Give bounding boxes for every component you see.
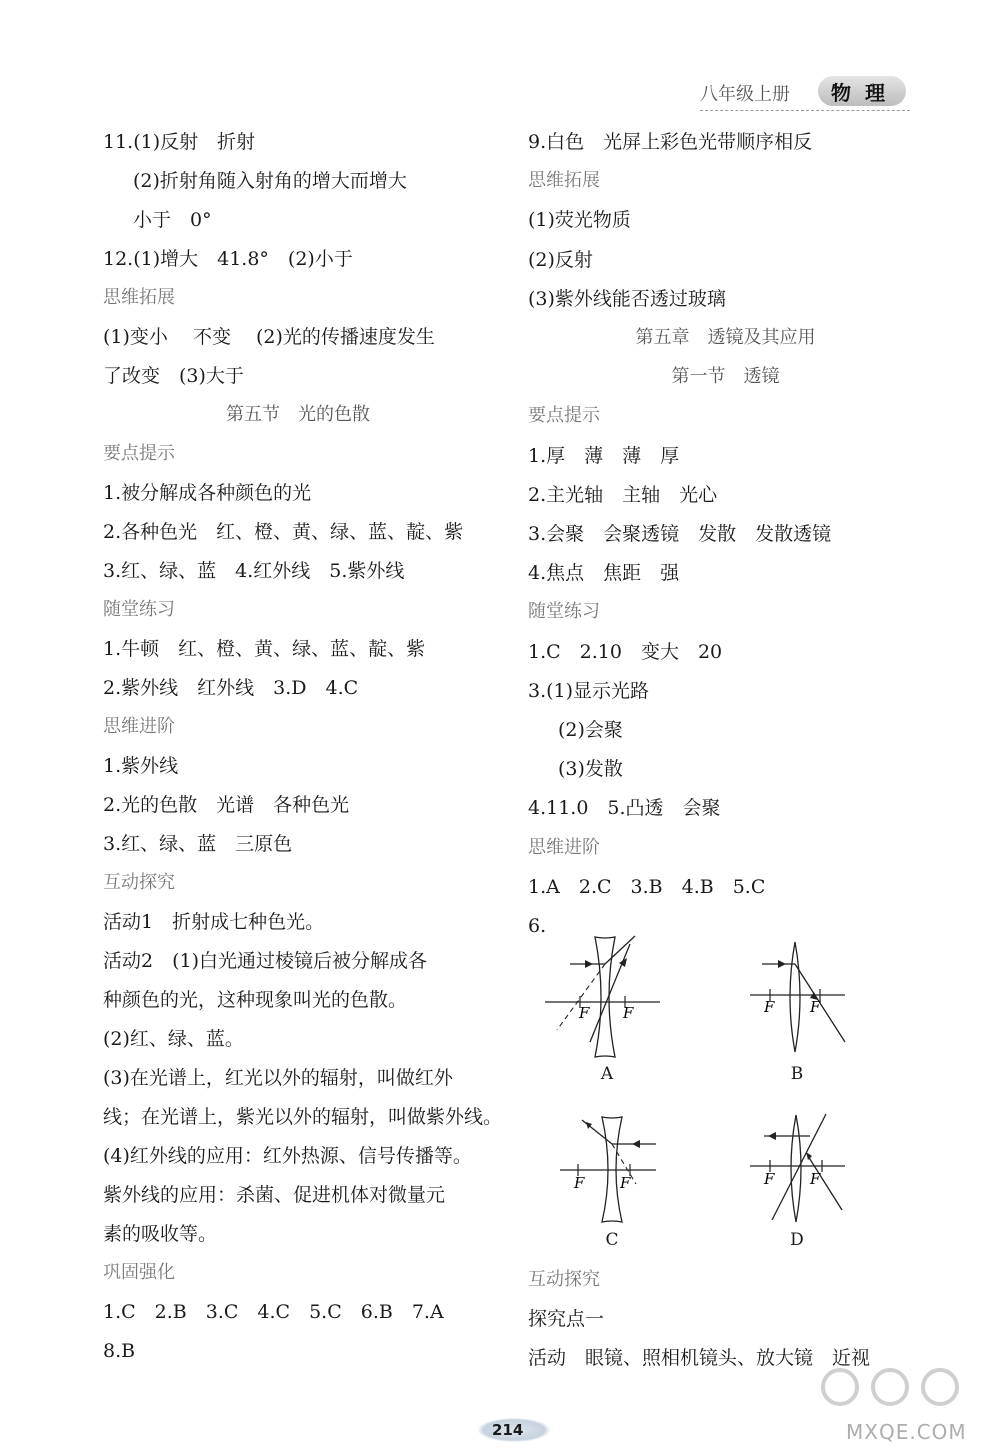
answer-line: 活动1 折射成七种色光。	[103, 911, 325, 933]
answer-line: 小于 0°	[133, 209, 212, 231]
answer-line: (4)红外线的应用：红外热源、信号传播等。	[103, 1145, 472, 1167]
page-number: 214	[478, 1418, 550, 1442]
answer-line: 6.	[528, 915, 547, 937]
answer-line: (1)变小 不变 (2)光的传播速度发生	[103, 326, 435, 348]
section-heading: 思维进阶	[103, 716, 175, 737]
focal-label: F	[764, 998, 775, 1016]
section-heading: 思维进阶	[528, 836, 600, 858]
answer-line: 1.C 2.10 变大 20	[528, 640, 723, 663]
answer-line: 1.牛顿 红、橙、黄、绿、蓝、靛、紫	[103, 638, 426, 660]
answer-line: 活动2 (1)白光通过棱镜后被分解成各	[103, 950, 428, 972]
diagram-c	[560, 1112, 660, 1250]
answer-line: 4.11.0 5.凸透 会聚	[528, 797, 721, 820]
diagram-label-a: A	[600, 1064, 614, 1084]
focal-label: F	[574, 1174, 585, 1192]
answer-line: 1.紫外线	[103, 755, 179, 777]
answer-line: 11.(1)反射 折射	[103, 131, 256, 153]
diagram-b-svg	[750, 932, 850, 1062]
answer-line: 种颜色的光，这种现象叫光的色散。	[103, 989, 408, 1011]
answer-line: (3)发散	[558, 758, 623, 781]
diagram-c-svg	[560, 1112, 660, 1232]
watermark-text: MXQE.COM	[846, 1420, 967, 1444]
page-header	[700, 76, 910, 116]
answer-line: 4.焦点 焦距 强	[528, 562, 680, 585]
answer-line: 素的吸收等。	[103, 1223, 218, 1245]
section-heading: 思维拓展	[103, 287, 175, 308]
diagram-d-svg	[750, 1110, 850, 1230]
answer-line: 活动 眼镜、照相机镜头、放大镜 近视	[528, 1347, 871, 1369]
answer-line: 探究点一	[528, 1308, 605, 1330]
answer-line: 2.光的色散 光谱 各种色光	[103, 794, 350, 816]
answer-line: 3.红、绿、蓝 4.红外线 5.紫外线	[103, 560, 405, 582]
grade-label: 八年级上册	[700, 84, 790, 105]
answer-line: (2)红、绿、蓝。	[103, 1028, 244, 1050]
diagram-label-d: D	[790, 1230, 804, 1250]
answer-line: 2.主光轴 主轴 光心	[528, 483, 718, 506]
focal-label: F	[764, 1170, 775, 1188]
section-title: 第五章 透镜及其应用	[635, 327, 816, 348]
focal-label: F	[623, 1004, 634, 1022]
diagram-a-svg	[545, 932, 665, 1062]
header-rule	[700, 110, 910, 111]
diagram-label-c: C	[605, 1230, 619, 1250]
section-heading: 要点提示	[103, 443, 175, 464]
focal-label: F	[620, 1174, 631, 1192]
focal-label: F	[810, 1170, 821, 1188]
diagram-label-b: B	[790, 1064, 804, 1084]
subject-badge: 物理	[818, 76, 906, 106]
diagram-a	[545, 932, 665, 1084]
diagram-d	[750, 1110, 850, 1250]
answer-line: 1.C 2.B 3.C 4.C 5.C 6.B 7.A	[103, 1301, 444, 1323]
answer-line: 1.A 2.C 3.B 4.B 5.C	[528, 875, 766, 898]
answer-line: 8.B	[103, 1340, 136, 1362]
answer-line: 1.被分解成各种颜色的光	[103, 482, 312, 504]
answer-line: 了改变 (3)大于	[103, 365, 244, 387]
focal-label: F	[579, 1004, 590, 1022]
answer-line: (2)会聚	[558, 719, 623, 741]
section-title: 第一节 透镜	[671, 366, 780, 388]
answer-line: 1.厚 薄 薄 厚	[528, 444, 680, 467]
answer-line: 2.紫外线 红外线 3.D 4.C	[103, 677, 359, 699]
section-heading: 互动探究	[528, 1269, 600, 1290]
answer-line: 2.各种色光 红、橙、黄、绿、蓝、靛、紫	[103, 521, 464, 543]
answer-line: 线；在光谱上，紫光以外的辐射，叫做紫外线。	[103, 1106, 503, 1128]
section-heading: 随堂练习	[103, 599, 175, 620]
section-heading: 随堂练习	[528, 601, 600, 623]
answer-line: 3.会聚 会聚透镜 发散 发散透镜	[528, 523, 832, 545]
answer-line: 3.红、绿、蓝 三原色	[103, 833, 293, 855]
section-heading: 互动探究	[103, 872, 175, 893]
answer-line: (3)在光谱上，红光以外的辐射，叫做红外	[103, 1067, 453, 1089]
answer-line: (1)荧光物质	[528, 209, 631, 232]
section-heading: 巩固强化	[103, 1262, 175, 1283]
section-heading: 要点提示	[528, 405, 600, 427]
answer-line: 9.白色 光屏上彩色光带顺序相反	[528, 131, 813, 153]
answer-line: (3)紫外线能否透过玻璃	[528, 287, 726, 310]
diagram-b	[750, 932, 850, 1084]
answer-line: 12.(1)增大 41.8° (2)小于	[103, 248, 353, 270]
section-title: 第五节 光的色散	[226, 404, 370, 425]
answer-line: 3.(1)显示光路	[528, 679, 650, 702]
answer-line: (2)反射	[528, 248, 593, 271]
focal-label: F	[810, 998, 821, 1016]
section-heading: 思维拓展	[528, 170, 600, 192]
answer-line: (2)折射角随入射角的增大而增大	[133, 170, 407, 192]
answer-line: 紫外线的应用：杀菌、促进机体对微量元	[103, 1184, 446, 1206]
